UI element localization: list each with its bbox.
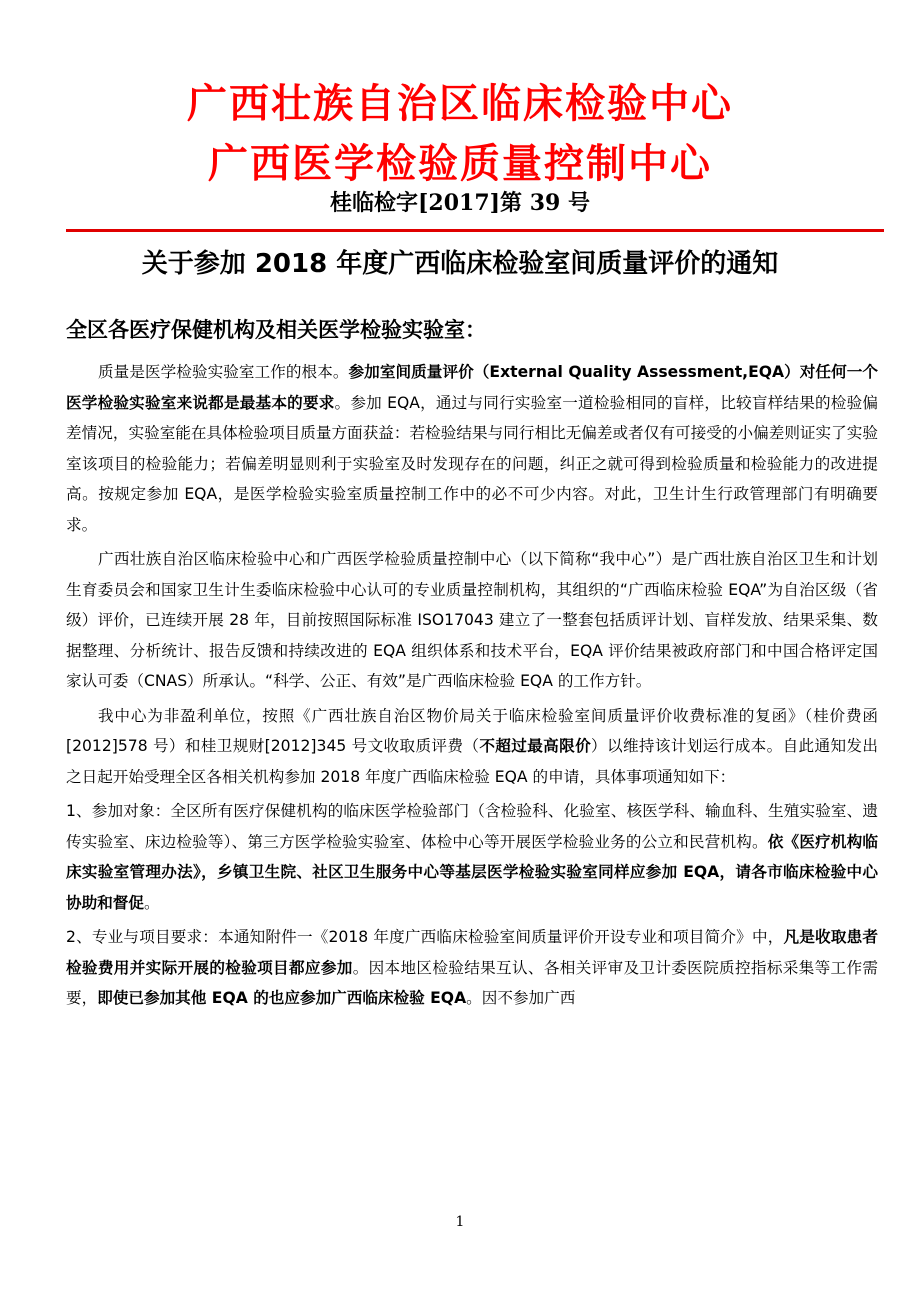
page-title: 关于参加 2018 年度广西临床检验室间质量评价的通知 [141, 249, 779, 279]
list-item-1 [66, 796, 878, 918]
p1-bold-text: 参加室间质量评价（External Quality Assessment,EQA）对任何一个医学检验实验室来说都是最基本的要求 [66, 363, 878, 412]
p3-text-a: 我中心为非盈利单位，按照《广西壮族自治区物价局关于临床检验室间质量评价收费标准的复函》（桂价费函[2012]578 号）和桂卫规财[2012]345 号文收取质评费（ [66, 706, 878, 755]
paragraph-3 [66, 701, 878, 793]
list-item-2 [66, 922, 878, 1014]
org-name-line2: 广西医学检验质量控制中心 [208, 141, 712, 187]
salutation: 全区各医疗保健机构及相关医学检验实验室： [66, 318, 486, 342]
p3-bold-text: 不超过最高限价 [479, 737, 592, 755]
item2-text-a: 2、专业与项目要求：本通知附件一《2018 年度广西临床检验室间质量评价开设专业和项目简介》中， [66, 928, 784, 946]
org-name-line1: 广西壮族自治区临床检验中心 [187, 81, 733, 127]
item2-text-e: 。因不参加广西 [466, 989, 576, 1007]
document-number: 桂临检字[2017]第 39 号 [330, 190, 590, 216]
item1-bold-text: 依《医疗机构临床实验室管理办法》，乡镇卫生院、社区卫生服务中心等基层医学检验实验室同样应参加 EQA，请各市临床检验中心协助和督促 [66, 832, 878, 912]
item2-bold-text-1: 凡是收取患者检验费用并实际开展的检验项目都应参加 [66, 928, 878, 977]
page-number: 1 [455, 1214, 465, 1230]
paragraph-1 [66, 357, 878, 540]
item2-text-c: 。因本地区检验结果互认、各相关评审及卫计委医院质控指标采集等工作需要， [66, 958, 878, 1007]
document-body [66, 357, 878, 1018]
p3-text-c: ）以维持该计划运行成本。自此通知发出之日起开始受理全区各相关机构参加 2018 年度广西临床检验 EQA 的申请，具体事项通知如下： [66, 737, 878, 786]
item2-bold-text-2: 即使已参加其他 EQA 的也应参加广西临床检验 EQA [97, 989, 467, 1007]
item1-text-a: 1、参加对象：全区所有医疗保健机构的临床医学检验部门（含检验科、化验室、核医学科、输血科、生殖实验室、遗传实验室、床边检验等）、第三方医学检验实验室、体检中心等开展医学检验业务的公立和民营机构。 [66, 802, 878, 851]
red-divider [66, 229, 884, 232]
paragraph-2: 广西壮族自治区临床检验中心和广西医学检验质量控制中心（以下简称“我中心”）是广西壮族自治区卫生和计划生育委员会和国家卫生计生委临床检验中心认可的专业质量控制机构，其组织的“广西临床检验 EQA”为自治区级（省级）评价，已连续开展 28 年，目前按照国际标准 ISO17043 建立了一整套包括质评计划、盲样发放、结果采集、数据整理、分析统计、报告反馈和持续改进的 EQA 组织体系和技术平台，EQA 评价结果被政府部门和中国合格评定国家认可委（CNAS）所承认。“科学、公正、有效”是广西临床检验 EQA 的工作方针。 [66, 550, 878, 690]
p1-text-c: 。参加 EQA，通过与同行实验室一道检验相同的盲样，比较盲样结果的检验偏差情况，实验室能在具体检验项目质量方面获益：若检验结果与同行相比无偏差或者仅有可接受的小偏差则证实了实验室该项目的检验能力；若偏差明显则利于实验室及时发现存在的问题，纠正之就可得到检验质量和检验能力的改进提高。按规定参加 EQA，是医学检验实验室质量控制工作中的必不可少内容。对此，卫生计生行政管理部门有明确要求。 [66, 393, 878, 534]
p1-text-a: 质量是医学检验实验室工作的根本。 [98, 363, 349, 381]
item1-text-c: 。 [143, 893, 160, 912]
